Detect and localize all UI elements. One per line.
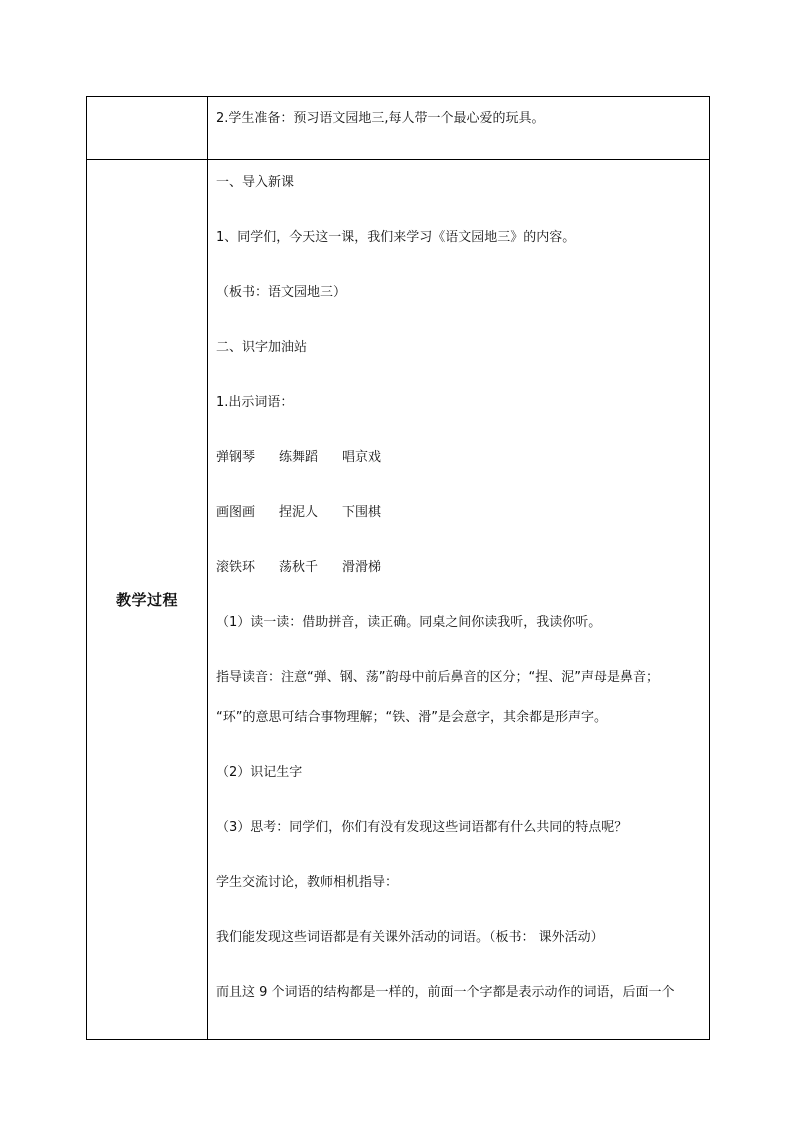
word-row — [216, 449, 703, 504]
preparation-content-cell — [208, 97, 710, 160]
word-item: 画图画 — [216, 505, 256, 520]
section-literacy-heading: 二、识字加油站 — [216, 340, 308, 355]
intro-paragraph: 1、同学们，今天这一课，我们来学习《语文园地三》的内容。 — [216, 230, 576, 245]
teaching-process-row — [87, 160, 710, 1040]
word-row — [216, 559, 703, 614]
structure-note: 而且这 9 个词语的结构都是一样的，前面一个字都是表示动作的词语，后面一个 — [216, 985, 675, 1000]
section-intro-heading: 一、导入新课 — [216, 175, 295, 190]
think-question: （3）思考：同学们，你们有没有发现这些词语都有什么共同的特点呢？ — [216, 820, 628, 835]
preparation-row — [87, 97, 710, 160]
teaching-process-content-cell — [208, 160, 710, 1040]
word-item: 弹钢琴 — [216, 450, 256, 465]
lesson-plan-table — [86, 96, 710, 1040]
blackboard-note: （板书：语文园地三） — [216, 285, 347, 300]
word-item: 练舞蹈 — [279, 450, 319, 465]
word-item: 荡秋千 — [279, 560, 319, 575]
teaching-process-content — [208, 160, 709, 1039]
remember-characters: （2）识记生字 — [216, 765, 303, 780]
student-preparation-text: 2.学生准备：预习语文园地三,每人带一个最心爱的玩具。 — [216, 111, 545, 126]
word-item: 滑滑梯 — [342, 560, 382, 575]
word-item: 唱京戏 — [342, 450, 382, 465]
preparation-label-cell — [87, 97, 208, 160]
word-item: 下围棋 — [342, 505, 382, 520]
finding-note: 我们能发现这些词语都是有关课外活动的词语。（板书： 课外活动） — [216, 930, 604, 945]
pronunciation-guide-line: 指导读音：注意“弹、钢、荡”韵母中前后鼻音的区分；“捏、泥”声母是鼻音； — [216, 670, 659, 685]
word-item: 滚铁环 — [216, 560, 256, 575]
discussion-note: 学生交流讨论，教师相机指导： — [216, 875, 399, 890]
teaching-process-label-cell — [87, 160, 208, 1040]
show-words-heading: 1.出示词语： — [216, 395, 294, 410]
teaching-process-label: 教学过程 — [115, 591, 178, 609]
read-instruction: （1）读一读：借助拼音，读正确。同桌之间你读我听，我读你听。 — [216, 615, 602, 630]
pronunciation-guide-line: “环”的意思可结合事物理解；“铁、滑”是会意字，其余都是形声字。 — [216, 710, 607, 725]
word-row — [216, 504, 703, 559]
word-item: 捏泥人 — [279, 505, 319, 520]
